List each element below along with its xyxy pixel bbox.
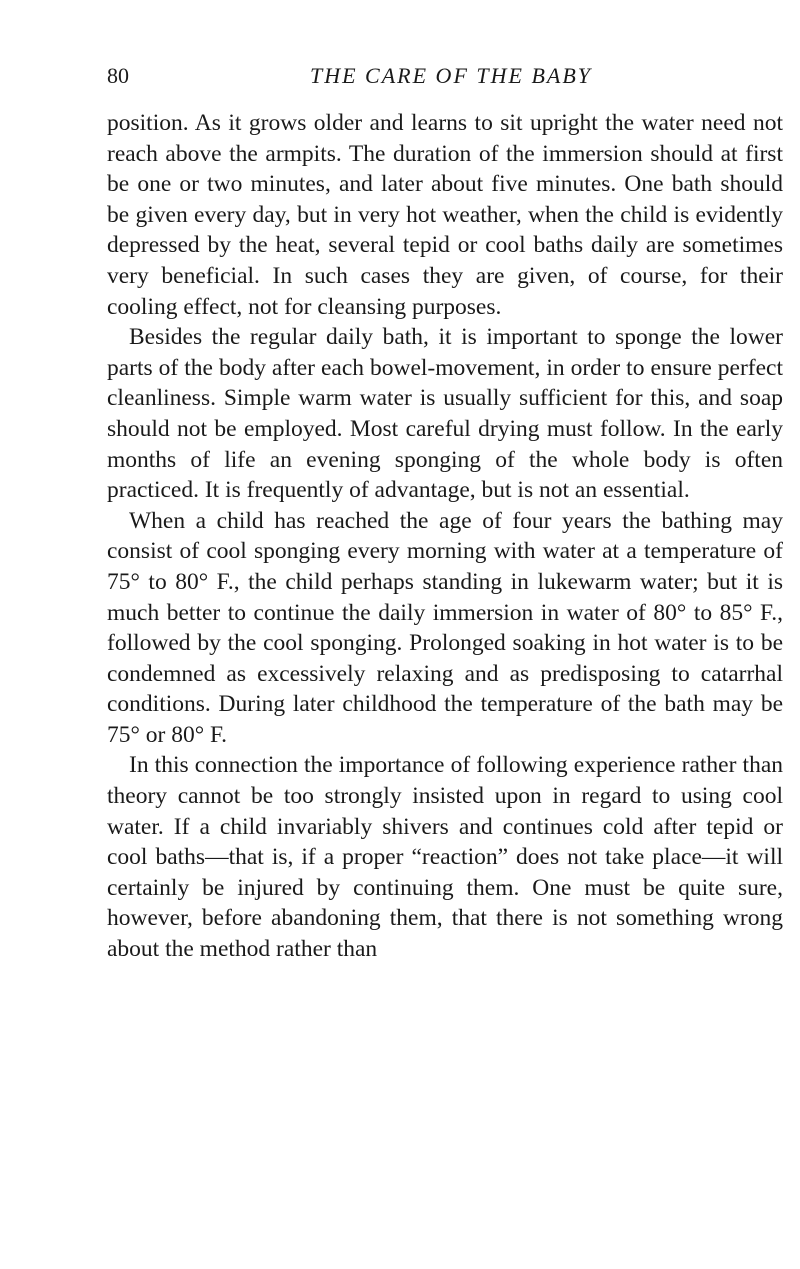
paragraph: position. As it grows older and learns to sit upright the water need not reach above the armpits. The duration of the immersion should at first be one or two minutes, and later about five minutes. One bath should be given every day, but in very hot weather, when the child is evidently depressed by the heat, several tepid or cool baths daily are sometimes very beneficial. In such cases they are given, of course, for their cooling effect, not for cleansing purposes.: [107, 110, 783, 320]
book-page: [107, 58, 783, 965]
body-text: [107, 108, 783, 965]
paragraph: Besides the regular daily bath, it is important to sponge the lower parts of the body after each bowel-movement, in order to ensure perfect cleanliness. Simple warm water is usually sufficient for this, and soap should not be employed. Most careful drying must follow. In the early months of life an evening sponging of the whole body is often practiced. It is frequently of advantage, but is not an essential.: [107, 324, 783, 504]
paragraph: When a child has reached the age of four years the bathing may consist of cool sponging every morning with water at a temperature of 75° to 80° F., the child perhaps standing in lukewarm water; but it is much better to continue the daily immersion in water of 80° to 85° F., followed by the cool sponging. Prolonged soaking in hot water is to be condemned as excessively relaxing and as predisposing to catarrhal conditions. During later childhood the temperature of the bath may be 75° or 80° F.: [107, 507, 783, 748]
running-head: THE CARE OF THE BABY: [310, 63, 592, 88]
page-header: [107, 58, 783, 94]
paragraph: In this connection the importance of following experience rather than theory cannot be too strongly insisted upon in regard to using cool water. If a child invariably shivers and continues cold after tepid or cool baths—that is, if a proper “reaction” does not take place—it will certainly be injured by continuing them. One must be quite sure, however, before abandoning them, that there is not something wrong about the method rather than: [107, 752, 783, 963]
page-number: 80: [107, 63, 129, 88]
